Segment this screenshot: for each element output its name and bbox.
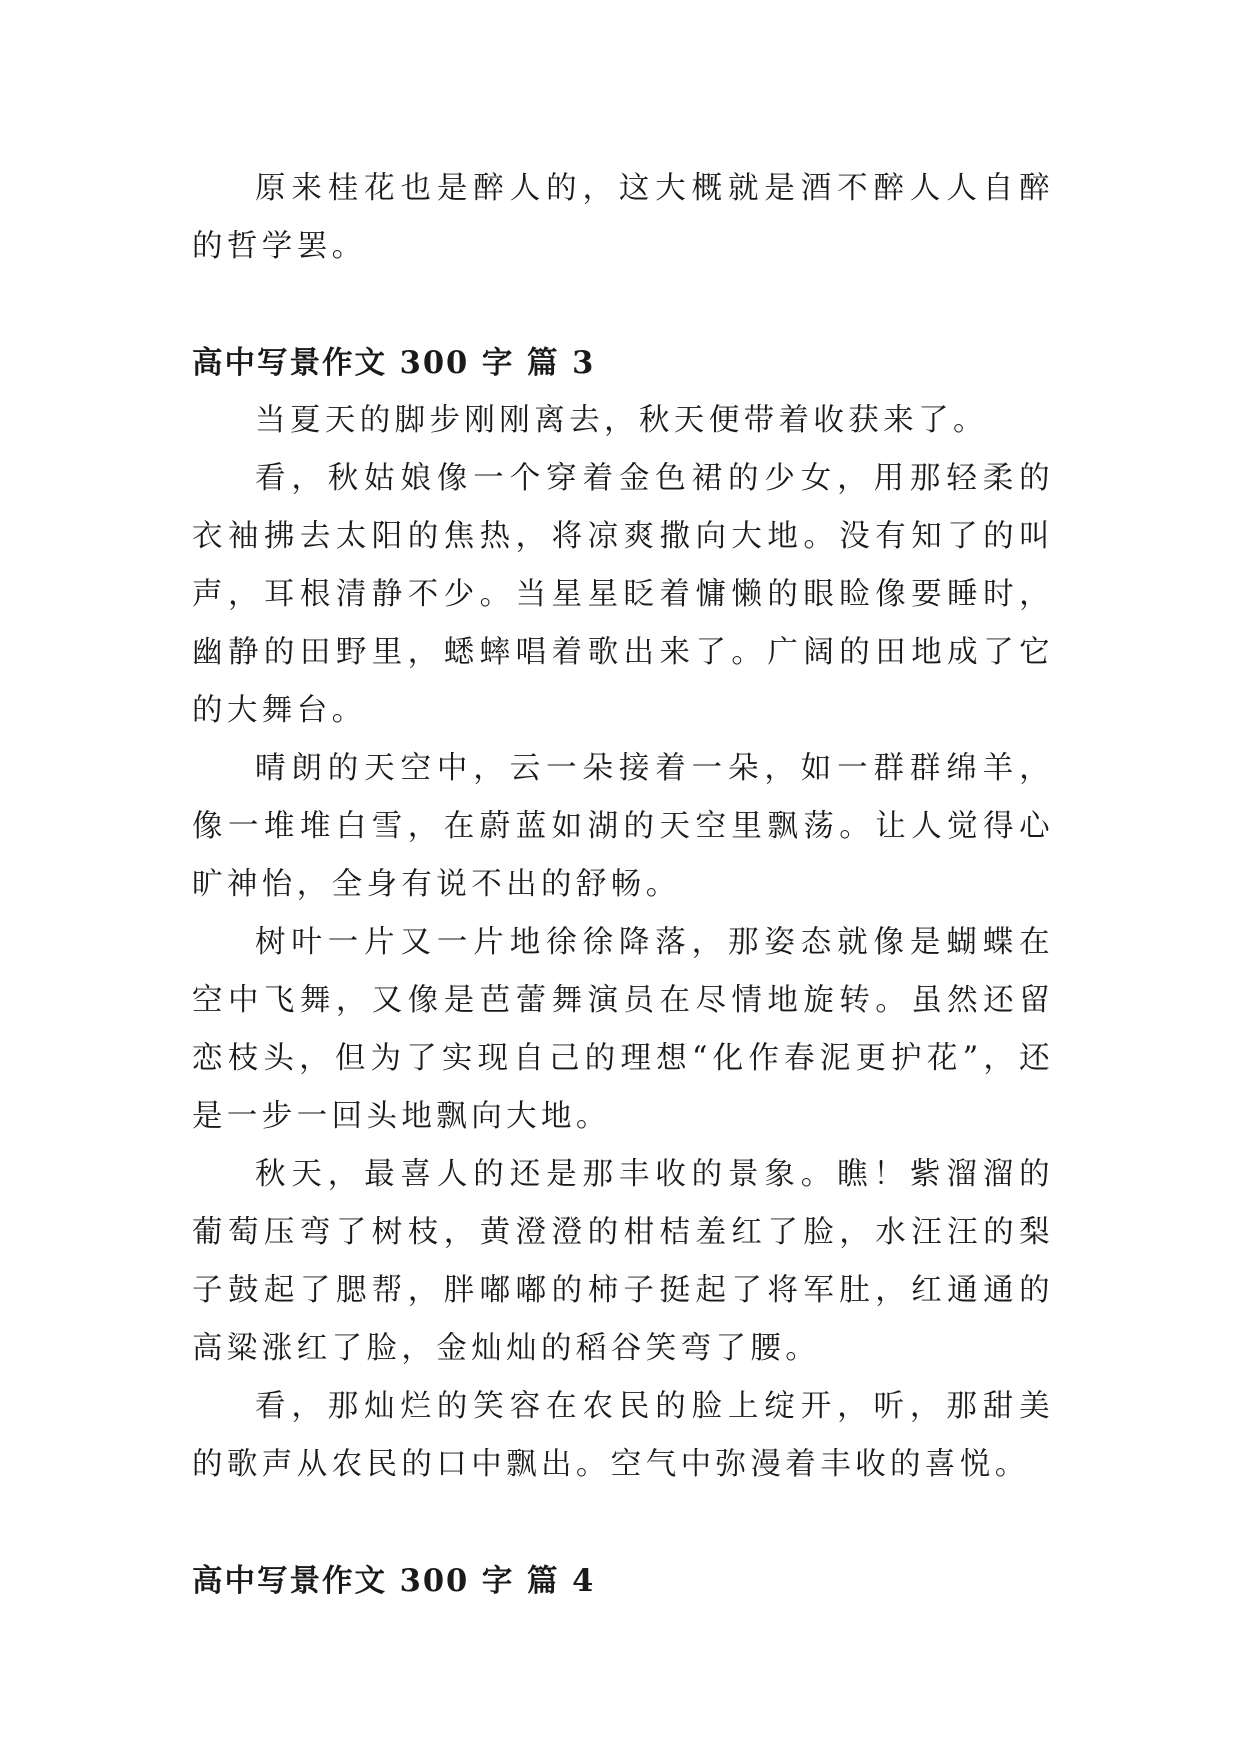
section-3-paragraph-5: 秋天，最喜人的还是那丰收的景象。瞧！紫溜溜的葡萄压弯了树枝，黄澄澄的柑桔羞红了脸，水汪汪的梨子鼓起了腮帮，胖嘟嘟的柿子挺起了将军肚，红通通的高粱涨红了脸，金灿灿的稻谷笑弯了腰。 (192, 1157, 1054, 1366)
section-3-paragraph-3: 晴朗的天空中，云一朵接着一朵，如一群群绵羊，像一堆堆白雪，在蔚蓝如湖的天空里飘荡。让人觉得心旷神怡，全身有说不出的舒畅。 (192, 751, 1054, 902)
section-4-heading: 高中写景作文 300 字 篇 4 (192, 1563, 596, 1599)
intro-paragraph: 原来桂花也是醉人的，这大概就是酒不醉人人自醉的哲学罢。 (192, 171, 1054, 264)
section-3-paragraph-6: 看，那灿烂的笑容在农民的脸上绽开，听，那甜美的歌声从农民的口中飘出。空气中弥漫着丰收的喜悦。 (192, 1389, 1054, 1482)
section-3-paragraph-1: 当夏天的脚步刚刚离去，秋天便带着收获来了。 (255, 403, 988, 438)
document-page (192, 160, 1054, 1610)
section-3-paragraph-4: 树叶一片又一片地徐徐降落，那姿态就像是蝴蝶在空中飞舞，又像是芭蕾舞演员在尽情地旋转。虽然还留恋枝头，但为了实现自己的理想“化作春泥更护花”，还是一步一回头地飘向大地。 (192, 925, 1054, 1134)
section-3-paragraph-2: 看，秋姑娘像一个穿着金色裙的少女，用那轻柔的衣袖拂去太阳的焦热，将凉爽撒向大地。没有知了的叫声，耳根清静不少。当星星眨着慵懒的眼睑像要睡时，幽静的田野里，蟋蟀唱着歌出来了。广阔的田地成了它的大舞台。 (192, 461, 1054, 728)
section-3-heading: 高中写景作文 300 字 篇 3 (192, 345, 596, 381)
